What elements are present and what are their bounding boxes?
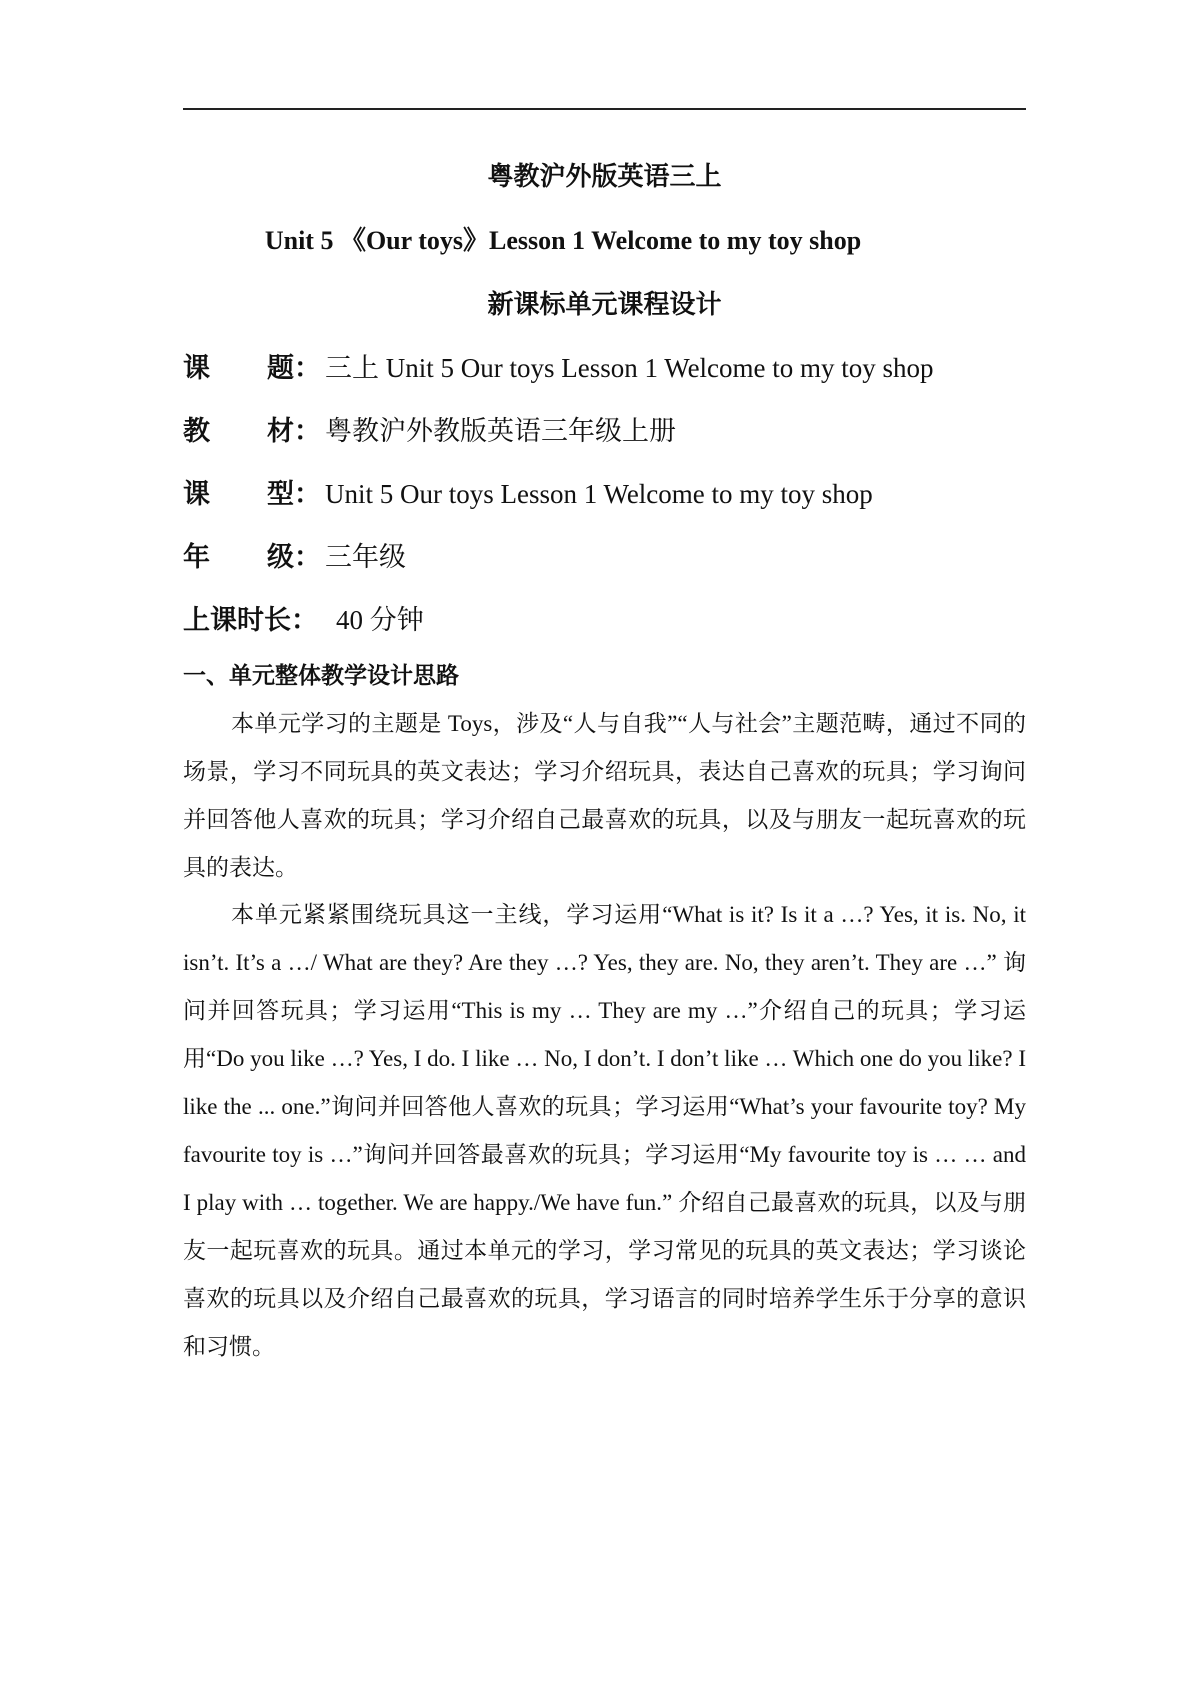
meta-label: 年 级： xyxy=(183,542,321,572)
meta-label: 课 题： xyxy=(183,353,321,383)
document-subtitle: 新课标单元课程设计 xyxy=(487,290,722,319)
meta-value: 三上 Unit 5 Our toys Lesson 1 Welcome to my toy shop xyxy=(325,353,934,383)
meta-value: Unit 5 Our toys Lesson 1 Welcome to my toy shop xyxy=(325,479,873,509)
section-heading: 一、单元整体教学设计思路 xyxy=(183,663,459,688)
body-paragraph: 本单元学习的主题是 Toys，涉及“人与自我”“人与社会”主题范畴，通过不同的场景，学习不同玩具的英文表达；学习介绍玩具，表达自己喜欢的玩具；学习询问并回答他人喜欢的玩具；学习介绍自己最喜欢的玩具，以及与朋友一起玩喜欢的玩具的表达。 xyxy=(183,711,1026,880)
meta-label: 上课时长： xyxy=(183,605,318,635)
meta-value: 40 分钟 xyxy=(336,605,424,635)
meta-value: 三年级 xyxy=(325,542,406,572)
meta-row-grade xyxy=(183,539,1026,575)
header-rule xyxy=(183,108,1026,110)
meta-value: 粤教沪外教版英语三年级上册 xyxy=(325,416,676,446)
meta-label: 课 型： xyxy=(183,479,321,509)
meta-row-duration xyxy=(183,602,1026,638)
document-title: 粤教沪外版英语三上 xyxy=(487,162,722,191)
meta-label: 教 材： xyxy=(183,416,321,446)
meta-row-lesson-type xyxy=(183,476,1026,512)
lesson-title: Unit 5 《Our toys》Lesson 1 Welcome to my toy shop xyxy=(264,226,862,255)
body-paragraph: 本单元紧紧围绕玩具这一主线，学习运用“What is it? Is it a …? Yes, it is. No, it isn’t. It’s a …/ What are they? Are they …? Yes, they are. No, they aren’t. They are …” 询问并回答玩具；学习运用“This is my … They are my …”介绍自己的玩具；学习运用“Do you like …? Yes, I do. I like … No, I don’t. I don’t like … Which one do you like? I like the ... one.”询问并回答他人喜欢的玩具；学习运用“What’s your favourite toy? My favourite toy is …”询问并回答最喜欢的玩具；学习运用“My favourite toy is … … and I play with … together. We are happy./We have fun.” 介绍自己最喜欢的玩具，以及与朋友一起玩喜欢的玩具。通过本单元的学习，学习常见的玩具的英文表达；学习谈论喜欢的玩具以及介绍自己最喜欢的玩具，学习语言的同时培养学生乐于分享的意识和习惯。 xyxy=(183,902,1026,1359)
meta-row-topic xyxy=(183,350,1026,386)
meta-row-textbook xyxy=(183,413,1026,449)
